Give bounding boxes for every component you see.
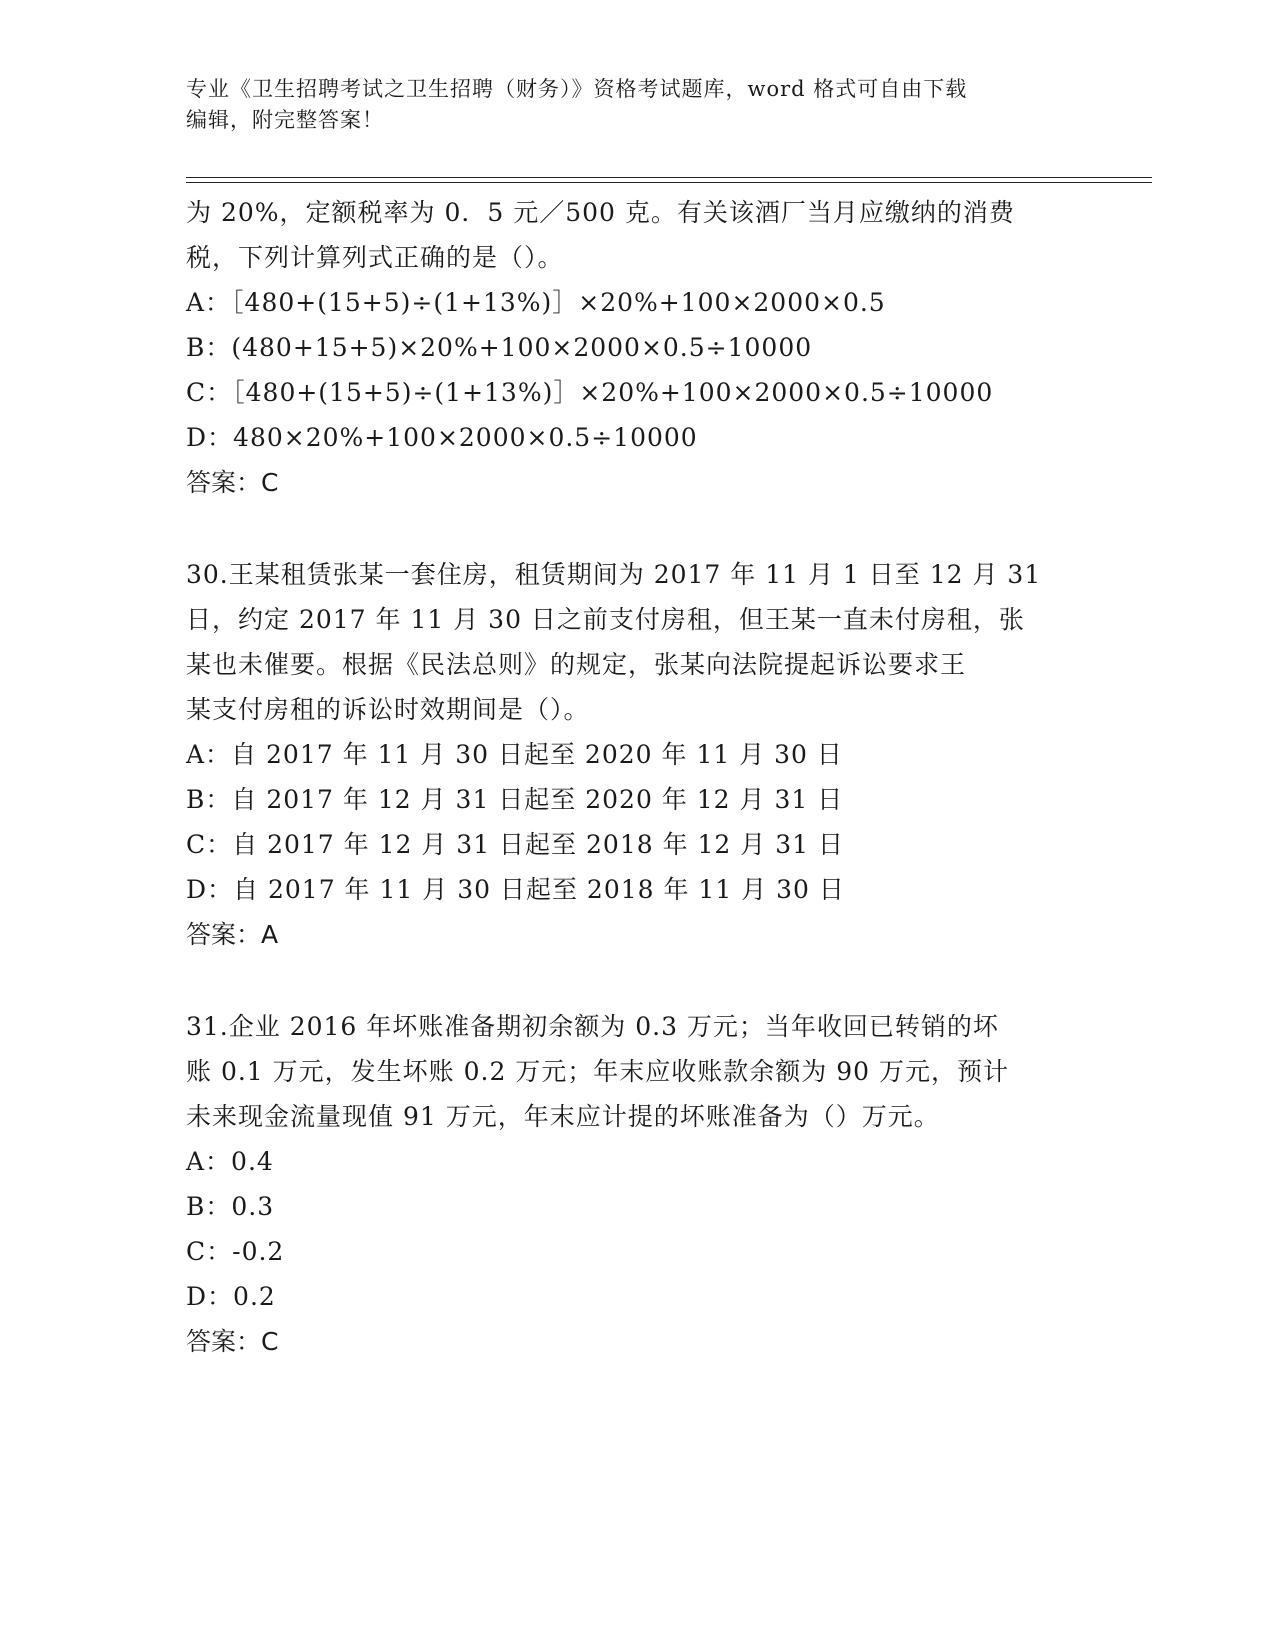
option-d: D：480×20%+100×2000×0.5÷10000 (186, 423, 698, 452)
option-c: C：自 2017 年 12 月 31 日起至 2018 年 12 月 31 日 (186, 830, 844, 859)
option-a: A：［480+(15+5)÷(1+13%)］×20%+100×2000×0.5 (186, 288, 886, 317)
header-divider-top (186, 177, 1152, 178)
document-header (186, 74, 1066, 136)
header-divider-bottom (186, 182, 1152, 183)
option-c: C：［480+(15+5)÷(1+13%)］×20%+100×2000×0.5÷10000 (186, 378, 994, 407)
answer-line: 答案：C (186, 1327, 279, 1356)
question-stem-line: 为 20%，定额税率为 0．5 元／500 克。有关该酒厂当月应缴纳的消费 (186, 198, 1015, 227)
question-stem-line: 账 0.1 万元，发生坏账 0.2 万元；年末应收账款余额为 90 万元，预计 (186, 1057, 1010, 1086)
question-30 (186, 552, 1086, 957)
question-spacer (186, 957, 1086, 1004)
question-stem-line: 日，约定 2017 年 11 月 30 日之前支付房租，但王某一直未付房租，张 (186, 605, 1025, 634)
option-b: B：(480+15+5)×20%+100×2000×0.5÷10000 (186, 333, 813, 362)
option-b: B：自 2017 年 12 月 31 日起至 2020 年 12 月 31 日 (186, 785, 844, 814)
question-stem-line: 30.王某租赁张某一套住房，租赁期间为 2017 年 11 月 1 日至 12 月 31 (186, 560, 1042, 589)
option-a: A：自 2017 年 11 月 30 日起至 2020 年 11 月 30 日 (186, 740, 843, 769)
question-stem-line: 31.企业 2016 年坏账准备期初余额为 0.3 万元；当年收回已转销的坏 (186, 1012, 999, 1041)
answer-line: 答案：C (186, 468, 279, 497)
question-stem-line: 税，下列计算列式正确的是（）。 (186, 243, 564, 272)
document-body (186, 190, 1086, 1364)
option-c: C：-0.2 (186, 1237, 285, 1266)
option-d: D：自 2017 年 11 月 30 日起至 2018 年 11 月 30 日 (186, 875, 845, 904)
question-29 (186, 190, 1086, 505)
header-line-2: 编辑，附完整答案！ (186, 108, 384, 132)
option-b: B：0.3 (186, 1192, 275, 1221)
question-spacer (186, 505, 1086, 552)
option-a: A：0.4 (186, 1147, 274, 1176)
header-line-1: 专业《卫生招聘考试之卫生招聘（财务）》资格考试题库，word 格式可自由下载 (186, 77, 968, 101)
question-stem-line: 某支付房租的诉讼时效期间是（）。 (186, 695, 590, 724)
option-d: D：0.2 (186, 1282, 276, 1311)
question-stem-line: 未来现金流量现值 91 万元，年末应计提的坏账准备为（）万元。 (186, 1102, 940, 1131)
question-31 (186, 1004, 1086, 1364)
question-stem-line: 某也未催要。根据《民法总则》的规定，张某向法院提起诉讼要求王 (186, 650, 967, 679)
answer-line: 答案：A (186, 920, 279, 949)
